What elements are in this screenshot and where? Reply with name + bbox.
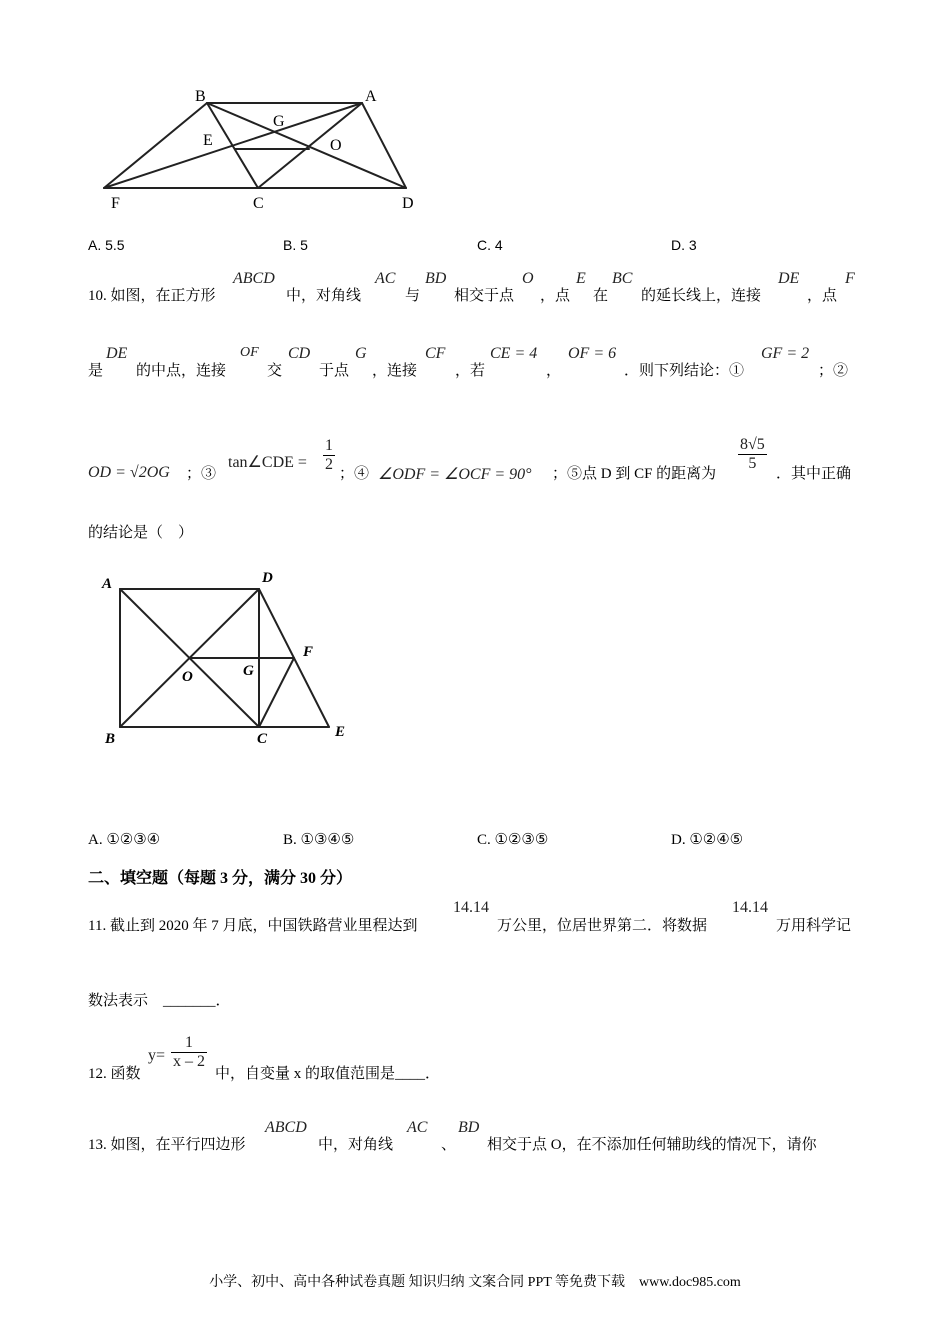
q13-text-2: 中，对角线 xyxy=(318,1137,394,1153)
q10-option-d: D. ①②④⑤ xyxy=(671,832,744,848)
q11-text-2: 万公里，位居世界第二．将数据 xyxy=(497,918,708,934)
q13-math-abcd: ABCD xyxy=(265,1119,307,1136)
q10-text-6: 的延长线上，连接 xyxy=(641,288,762,304)
footer-text: 小学、初中、高中各种试卷真题 知识归纳 文案合同 PPT 等免费下载 www.doc985.com xyxy=(209,1275,741,1290)
q10-tan-num: 1 xyxy=(325,437,333,454)
q10-l2-is: 是 xyxy=(88,363,104,379)
q10-l2-text-6: ．则下列结论：① xyxy=(624,363,745,379)
q10-text-4: ，点 xyxy=(540,288,571,304)
q10-math-cd: CD xyxy=(288,345,311,362)
q10-math-f: F xyxy=(845,270,855,287)
fig1-label-A: A xyxy=(365,88,377,105)
q10-conclusion-4: ∠ODF = ∠OCF = 90° xyxy=(378,466,532,483)
q13-text-4: 相交于点 O，在不添加任何辅助线的情况下，请你 xyxy=(487,1137,817,1153)
q10-l2-text-1: 的中点，连接 xyxy=(136,363,227,379)
q11-text-1: 11. 截止到 2020 年 7 月底，中国铁路营业里程达到 xyxy=(88,918,418,934)
q10-l3-text-3: ；⑤点 D 到 CF 的距离为 xyxy=(552,466,717,482)
q10-math-gf: GF = 2 xyxy=(761,345,810,362)
q10-l3-text-1: ；③ xyxy=(186,466,217,482)
q12-frac-num: 1 xyxy=(171,1034,207,1053)
q10-dist-den: 5 xyxy=(748,455,757,472)
fig2-label-C: C xyxy=(257,731,268,747)
q10-distance-fraction xyxy=(738,436,767,473)
q10-option-c: C. ①②③⑤ xyxy=(477,832,549,848)
q10-l3-text-4: ．其中正确 xyxy=(776,466,852,482)
fig1-label-D: D xyxy=(402,195,414,212)
q10-text-1: 中，对角线 xyxy=(286,288,362,304)
fig2-label-F: F xyxy=(303,644,314,660)
q10-l2-text-3: 于点 xyxy=(319,363,350,379)
q10-math-of: OF xyxy=(240,345,259,360)
q13-math-bd: BD xyxy=(458,1119,480,1136)
fig2-label-D: D xyxy=(262,570,273,586)
q11-text-3: 万用科学记 xyxy=(776,918,852,934)
q10-math-e: E xyxy=(576,270,586,287)
fig1-label-G: G xyxy=(273,113,285,130)
figure-trapezoid xyxy=(90,80,430,220)
q9-option-d: D. 3 xyxy=(671,237,697,253)
q10-conclusion-2: OD = √2OG xyxy=(88,464,170,481)
fig2-label-A: A xyxy=(102,576,113,592)
q10-l3-text-2: ；④ xyxy=(339,466,370,482)
q12-y-equals: y= xyxy=(148,1047,166,1064)
q10-math-ce: CE = 4 xyxy=(490,345,538,362)
q12-text-2: 中，自变量 x 的取值范围是____． xyxy=(215,1066,441,1082)
q10-l2-text-5: ，若 xyxy=(455,363,486,379)
q10-math-bd: BD xyxy=(425,270,447,287)
figure-square xyxy=(95,565,360,750)
fig2-label-B: B xyxy=(105,731,116,747)
q10-text-2: 与 xyxy=(405,288,421,304)
q10-math-bc: BC xyxy=(612,270,633,287)
q10-text-3: 相交于点 xyxy=(454,288,515,304)
q10-tan-den: 2 xyxy=(325,456,333,473)
fig1-label-O: O xyxy=(330,137,342,154)
q10-text-5: 在 xyxy=(593,288,609,304)
fig2-label-O: O xyxy=(182,669,193,685)
fig1-label-F: F xyxy=(111,195,120,212)
q10-tan-fraction xyxy=(323,437,335,474)
q12-text-1: 12. 函数 xyxy=(88,1066,141,1082)
q10-math-g: G xyxy=(355,345,367,362)
q12-frac-den: x – 2 xyxy=(173,1053,205,1070)
q10-l2-text-2: 交 xyxy=(267,363,283,379)
q10-l2-text-7: ；② xyxy=(818,363,849,379)
q10-math-abcd: ABCD xyxy=(233,270,275,287)
q10-dist-num: 8√5 xyxy=(740,436,765,453)
fig1-label-E: E xyxy=(203,132,213,149)
q10-math-of6: OF = 6 xyxy=(568,345,617,362)
q9-option-a: A. 5.5 xyxy=(88,237,125,253)
q10-math-de: DE xyxy=(778,270,800,287)
q13-math-ac: AC xyxy=(407,1119,428,1136)
q10-option-b: B. ①③④⑤ xyxy=(283,832,355,848)
q10-l4: 的结论是（ ） xyxy=(88,525,194,541)
q10-tan-lhs: tan∠CDE = xyxy=(228,454,307,471)
q11-number-2: 14.14 xyxy=(732,899,768,916)
q10-l2-text-4: ，连接 xyxy=(372,363,418,379)
q13-text-3: 、 xyxy=(441,1137,457,1153)
q9-option-c: C. 4 xyxy=(477,237,503,253)
q13-text-1: 13. 如图，在平行四边形 xyxy=(88,1137,246,1153)
fig1-label-C: C xyxy=(253,195,264,212)
q10-option-a: A. ①②③④ xyxy=(88,832,161,848)
section-title: 二、填空题（每题 3 分，满分 30 分） xyxy=(88,870,353,887)
q11-number-1: 14.14 xyxy=(453,899,489,916)
q12-fraction xyxy=(171,1034,207,1071)
q9-option-b: B. 5 xyxy=(283,237,308,253)
q11-line-2: 数法表示 _______． xyxy=(88,993,231,1009)
q10-l2-comma: ， xyxy=(546,363,562,379)
q10-prefix: 10. 如图，在正方形 xyxy=(88,288,216,304)
fig2-label-E: E xyxy=(335,724,346,740)
q10-math-ac: AC xyxy=(375,270,396,287)
q10-text-7: ，点 xyxy=(807,288,838,304)
q10-math-de-2: DE xyxy=(106,345,128,362)
fig2-label-G: G xyxy=(243,663,254,679)
fig1-label-B: B xyxy=(195,88,206,105)
q10-math-cf: CF xyxy=(425,345,446,362)
q10-math-o: O xyxy=(522,270,534,287)
